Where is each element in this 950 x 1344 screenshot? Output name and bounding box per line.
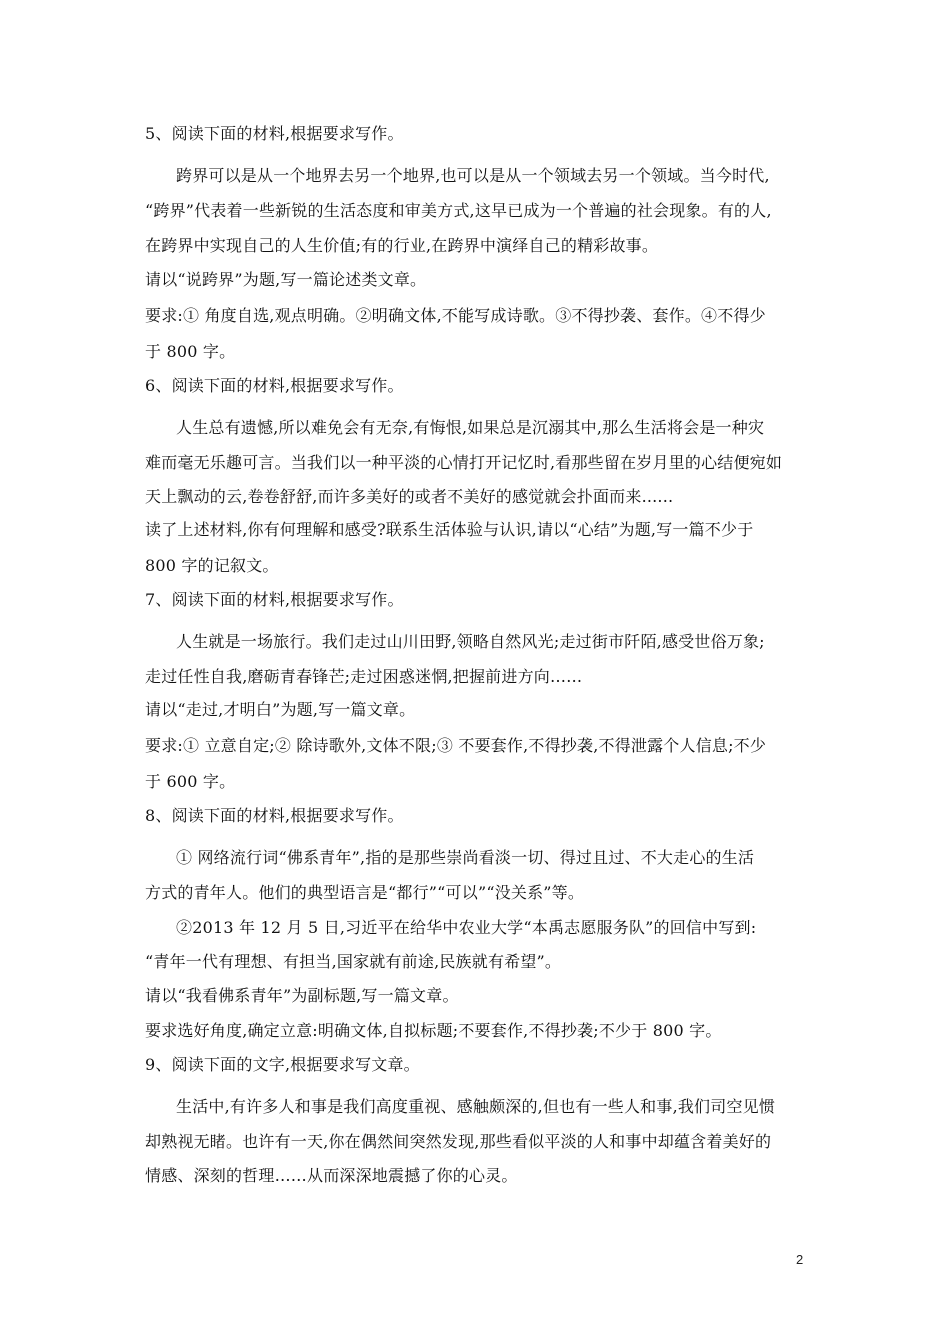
section-8-material-2-line: ②2013 年 12 月 5 日,习近平在给华中农业大学“本禹志愿服务队”的回信中写到: [176, 918, 757, 937]
section-7-heading: 7、阅读下面的材料,根据要求写作。 [145, 590, 404, 609]
section-7-requirements-line: 要求:① 立意自定;② 除诗歌外,文体不限;③ 不要套作,不得抄袭,不得泄露个人信息;不少 [145, 736, 767, 755]
section-5-material-line: 跨界可以是从一个地界去另一个地界,也可以是从一个领域去另一个领域。当今时代, [176, 166, 770, 185]
section-5-heading: 5、阅读下面的材料,根据要求写作。 [145, 124, 404, 143]
section-8-heading: 8、阅读下面的材料,根据要求写作。 [145, 806, 404, 825]
section-6-material-line: 人生总有遗憾,所以难免会有无奈,有悔恨,如果总是沉溺其中,那么生活将会是一种灾 [176, 418, 765, 437]
section-8-prompt: 请以“我看佛系青年”为副标题,写一篇文章。 [145, 986, 459, 1005]
section-9-heading: 9、阅读下面的文字,根据要求写文章。 [145, 1055, 420, 1074]
section-6-prompt-line: 800 字的记叙文。 [145, 556, 279, 575]
section-5-requirements-line: 于 800 字。 [145, 342, 236, 361]
section-8-material-1-line: ① 网络流行词“佛系青年”,指的是那些崇尚看淡一切、得过且过、不大走心的生活 [176, 848, 755, 867]
section-8-material-1-line: 方式的青年人。他们的典型语言是“都行”“可以”“没关系”等。 [145, 883, 585, 902]
section-7-material-line: 人生就是一场旅行。我们走过山川田野,领略自然风光;走过街市阡陌,感受世俗万象; [176, 632, 765, 651]
section-7-prompt: 请以“走过,才明白”为题,写一篇文章。 [145, 700, 416, 719]
section-6-material-line: 难而毫无乐趣可言。当我们以一种平淡的心情打开记忆时,看那些留在岁月里的心结便宛如 [145, 453, 783, 472]
section-6-prompt-line: 读了上述材料,你有何理解和感受?联系生活体验与认识,请以“心结”为题,写一篇不少于 [145, 520, 754, 539]
section-5-material-line: “跨界”代表着一些新锐的生活态度和审美方式,这早已成为一个普遍的社会现象。有的人, [145, 201, 772, 220]
section-5-prompt: 请以“说跨界”为题,写一篇论述类文章。 [145, 270, 427, 289]
section-6-material-line: 天上飘动的云,卷卷舒舒,而许多美好的或者不美好的感觉就会扑面而来...... [145, 487, 674, 506]
section-9-material-line: 生活中,有许多人和事是我们高度重视、感触颇深的,但也有一些人和事,我们司空见惯 [176, 1097, 776, 1116]
section-7-material-line: 走过任性自我,磨砺青春锋芒;走过困惑迷惘,把握前进方向…… [145, 667, 583, 686]
section-8-requirements: 要求选好角度,确定立意:明确文体,自拟标题;不要套作,不得抄袭;不少于 800 字。 [145, 1021, 722, 1040]
section-8-material-2-line: “青年一代有理想、有担当,国家就有前途,民族就有希望”。 [145, 952, 562, 971]
page-number: 2 [796, 1252, 804, 1267]
section-6-heading: 6、阅读下面的材料,根据要求写作。 [145, 376, 404, 395]
section-5-material-line: 在跨界中实现自己的人生价值;有的行业,在跨界中演绎自己的精彩故事。 [145, 236, 659, 255]
section-5-requirements-line: 要求:① 角度自选,观点明确。②明确文体,不能写成诗歌。③不得抄袭、套作。④不得少 [145, 306, 766, 325]
section-9-material-line: 情感、深刻的哲理……从而深深地震撼了你的心灵。 [145, 1166, 518, 1185]
section-9-material-line: 却熟视无睹。也许有一天,你在偶然间突然发现,那些看似平淡的人和事中却蕴含着美好的 [145, 1132, 772, 1151]
section-7-requirements-line: 于 600 字。 [145, 772, 236, 791]
